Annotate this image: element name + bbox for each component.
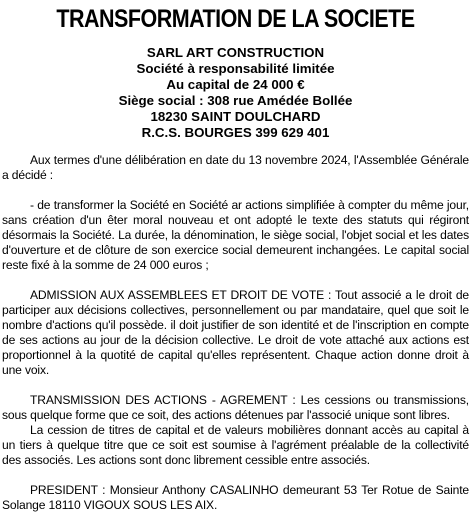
paragraph-president: PRESIDENT : Monsieur Anthony CASALINHO demeurant 53 Ter Rotue de Sainte Solange 18110 VIGOUX SOUS LES AIX. — [2, 483, 469, 512]
company-rcs: R.C.S. BOURGES 399 629 401 — [141, 125, 330, 140]
notice-title: TRANSFORMATION DE LA SOCIETE — [56, 5, 415, 33]
notice-body — [2, 153, 469, 513]
company-form: Société à responsabilité limitée — [136, 61, 335, 76]
paragraph-cession: La cession de titres de capital et de valeurs mobilières donnant accès au capital à un tiers à quelque titre que ce soit est soumise à l'agrément préalable de la collectivité des associés. Les actions sont donc librement cessible entre associés. — [2, 423, 469, 467]
company-address: Siège social : 308 rue Amédée Bollée — [118, 93, 353, 108]
company-capital: Au capital de 24 000 € — [166, 77, 305, 92]
company-header — [2, 45, 469, 141]
paragraph-admission: ADMISSION AUX ASSEMBLEES ET DROIT DE VOTE : Tout associé a le droit de participer aux décisions collectives, personnellement ou par mandataire, quel que soit le nombre d'actions qu'il possède. il doit justifier de son identité et de l'inscription en compte de ses actions au jour de la décision collective. Le droit de vote attaché aux actions est proportionnel à la quotité de capital qu'elles représentent. Chaque action donne droit à une voix. — [2, 288, 469, 377]
company-city: 18230 SAINT DOULCHARD — [150, 109, 321, 124]
paragraph-transformation: - de transformer la Société en Société ar actions simplifiée à compter du même jour, sans création d'un êter moral nouveau et ont adopté le texte des statuts qui régiront désormais la Société. La durée, la dénomination, le siège social, l'objet social et les dates d'ouverture et de clôture de son exercice social demeurent inchangées. Le capital social reste fixé à la somme de 24 000 euros ; — [2, 198, 469, 272]
paragraph-decision: Aux termes d'une délibération en date du 13 novembre 2024, l'Assemblée Générale a décidé : — [2, 153, 469, 182]
company-name: SARL ART CONSTRUCTION — [146, 45, 325, 60]
paragraph-transmission: TRANSMISSION DES ACTIONS - AGREMENT : Les cessions ou transmissions, sous quelque forme que ce soit, des actions détenues par l'associé unique sont libres. — [2, 393, 469, 422]
